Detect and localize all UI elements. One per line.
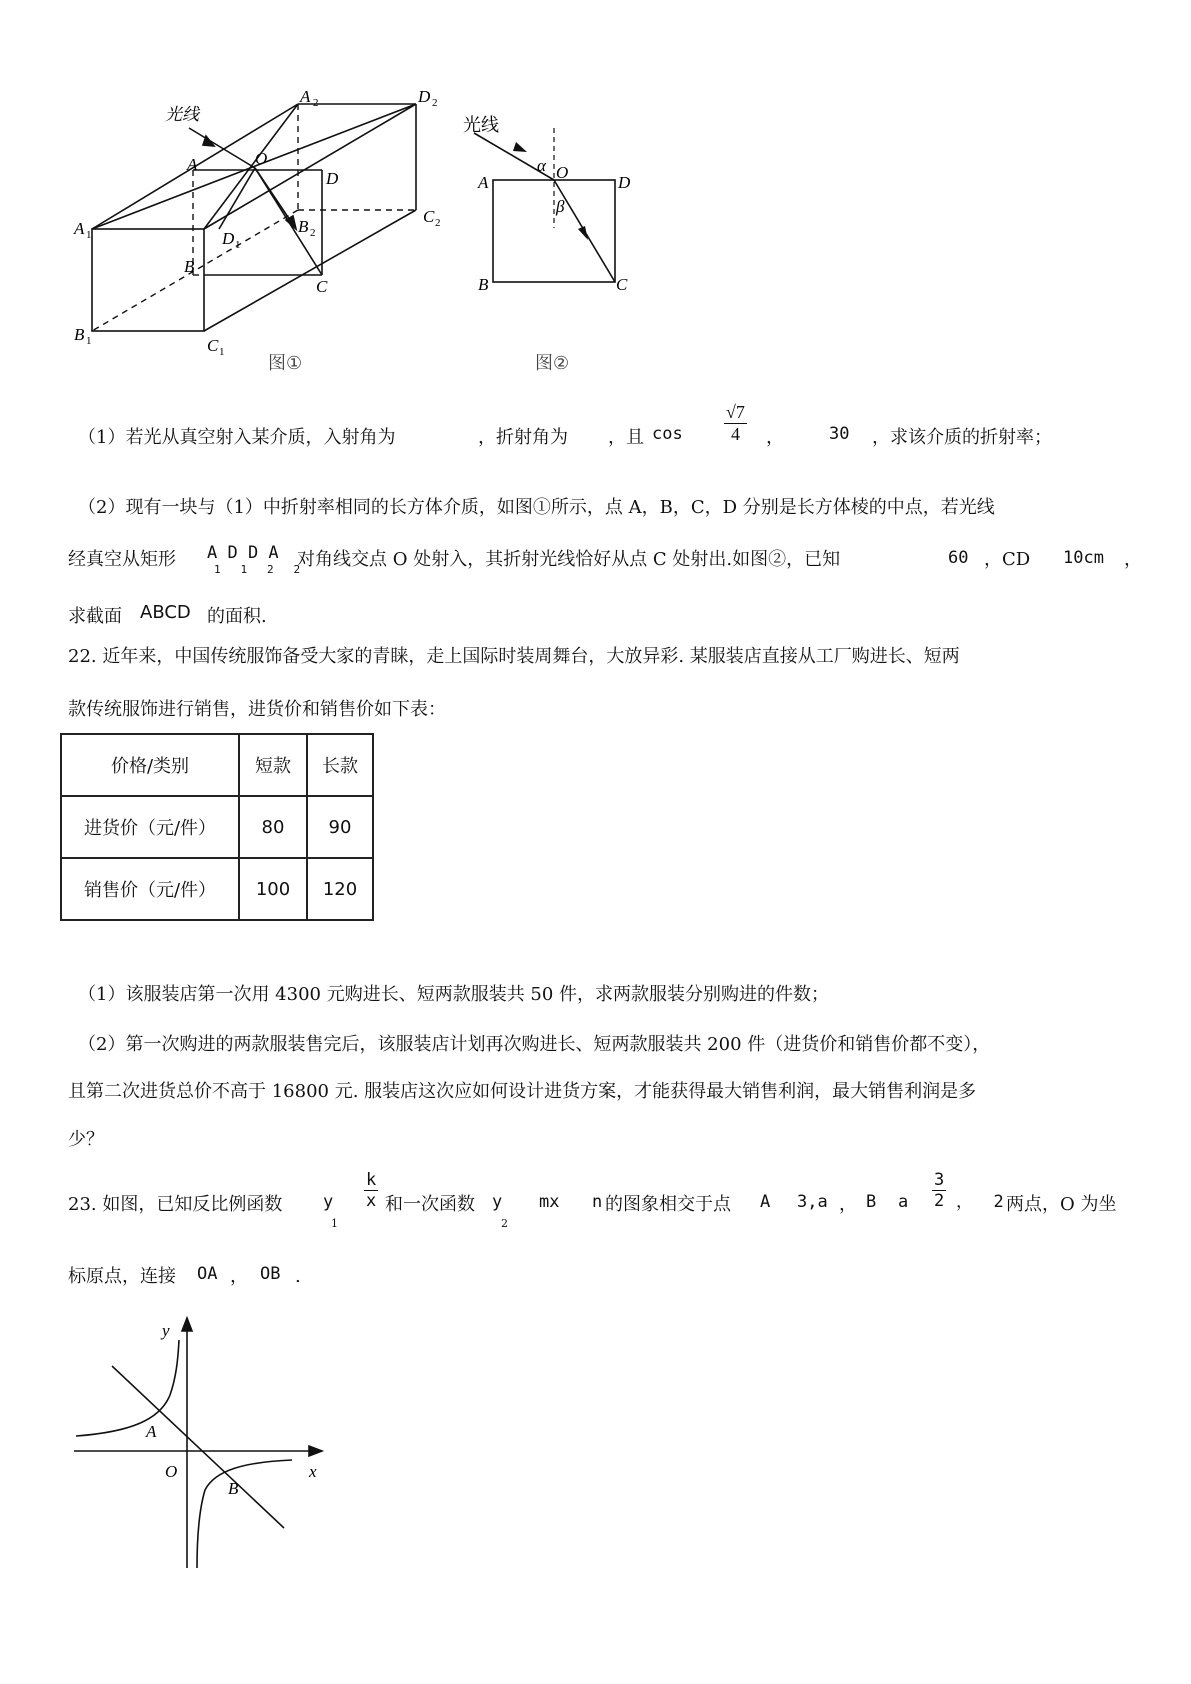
q21-p2-abcd: ABCD — [140, 602, 191, 623]
q21-p1-text3: ，且 — [608, 427, 644, 448]
q21-p1-fraction — [724, 402, 747, 445]
q23-text4: 两点，O 为坐 — [1006, 1194, 1117, 1215]
fig1-label-A2-sub: 2 — [313, 97, 319, 109]
q21-p2-10cm: 10cm — [1063, 548, 1104, 568]
fig3-x-label: x — [309, 1462, 317, 1481]
fig2-label-C: C — [616, 275, 628, 294]
fig1-label-D1: D — [222, 229, 235, 248]
fig2-label-D: D — [618, 173, 631, 192]
fig1-label-B2: B — [298, 217, 309, 236]
figure-1-cuboid — [60, 80, 460, 380]
q23-y2: y — [492, 1192, 503, 1212]
q21-p1-30: 30 — [829, 424, 850, 444]
fig3-point-A: A — [146, 1422, 157, 1441]
fig1-label-A2: A — [300, 87, 311, 106]
q21-p2-rect-subs: 1 1 2 2 — [214, 563, 301, 576]
fig1-label-C2-sub: 2 — [435, 217, 441, 229]
fig1-label-C: C — [316, 277, 328, 296]
q22-p1: （1）该服装店第一次用 4300 元购进长、短两款服装共 50 件，求两款服装分别购进的件数； — [78, 984, 830, 1005]
q21-p2-line3-text2: 的面积. — [207, 606, 267, 627]
q21-p1-fraction-num: √7 — [726, 402, 745, 422]
q23-n: n — [592, 1192, 603, 1212]
fig1-label-B: B — [184, 257, 195, 276]
q21-p1-text5: ，求该介质的折射率； — [872, 427, 1052, 448]
table-cell: 进货价（元/件） — [61, 796, 239, 858]
fig1-label-A1: A — [74, 219, 85, 238]
q23-text1: 23. 如图，已知反比例函数 — [68, 1194, 283, 1215]
q21-p2-rect: A D D A — [207, 543, 279, 563]
q23-y2-sub: 2 — [501, 1217, 508, 1230]
q23-text2: 和一次函数 — [385, 1194, 475, 1215]
table-cell: 80 — [239, 796, 307, 858]
q23-three: 3 — [934, 1170, 945, 1190]
q23-point-B: B — [866, 1192, 877, 1212]
fig1-label-D1-sub: 1 — [235, 239, 241, 251]
q21-p1-text1: （1）若光从真空射入某介质，入射角为 — [78, 427, 396, 448]
q23-line2: 标原点，连接 — [68, 1266, 176, 1287]
price-table — [60, 733, 374, 921]
fig1-label-B1: B — [74, 325, 85, 344]
figure-2-refraction — [460, 100, 640, 380]
table-cell: 120 — [307, 858, 373, 920]
fig3-origin-label: O — [165, 1462, 178, 1481]
fig1-light-label: 光线 — [165, 105, 199, 124]
fig1-label-A1-sub: 1 — [86, 229, 92, 241]
q22-p2-line1: （2）第一次购进的两款服装售完后，该服装店计划再次购进长、短两款服装共 200 件（进货价和销售价都不变）， — [78, 1034, 991, 1055]
fig1-label-D: D — [326, 169, 339, 188]
q23-sep: ， — [839, 1194, 857, 1215]
fig1-label-D2-sub: 2 — [432, 97, 438, 109]
fig2-light-label: 光线 — [463, 115, 499, 136]
q23-OA: OA — [197, 1264, 218, 1284]
q23-y1-sub: 1 — [331, 1217, 338, 1230]
fig1-label-C1-sub: 1 — [219, 346, 225, 358]
table-cell: 90 — [307, 796, 373, 858]
q21-p2-line2-text3: ，CD — [984, 549, 1031, 570]
table-header-cell: 短款 — [239, 734, 307, 796]
q21-p2-line2-text2: 对角线交点 O 处射入，其折射光线恰好从点 C 处射出.如图②，已知 — [297, 549, 841, 570]
q21-p1-text4: ， — [766, 427, 784, 448]
fig1-label-A: A — [187, 155, 198, 174]
fig1-label-C1: C — [207, 336, 219, 355]
q23-line2-end: . — [295, 1266, 301, 1287]
table-header-cell: 价格/类别 — [61, 734, 239, 796]
q22-p2-line3: 少？ — [68, 1129, 104, 1150]
q23-k: k — [366, 1170, 377, 1190]
fig3-point-B: B — [228, 1479, 239, 1498]
table-row — [61, 858, 373, 920]
q23-line2-sep: ， — [230, 1266, 248, 1287]
q23-OB: OB — [260, 1264, 281, 1284]
table-header-row — [61, 734, 373, 796]
fig2-label-A: A — [478, 173, 489, 192]
fig2-caption: 图② — [535, 353, 570, 374]
q23-a: a — [898, 1192, 909, 1212]
table-header-cell: 长款 — [307, 734, 373, 796]
q23-A-coords: 3,a — [797, 1192, 828, 1212]
q22-line1: 22. 近年来，中国传统服饰备受大家的青睐，走上国际时装周舞台，大放异彩. 某服装店直接从工厂购进长、短两 — [68, 646, 960, 667]
fig1-label-C2: C — [423, 207, 435, 226]
q21-p2-line2-text4: ， — [1124, 549, 1142, 570]
q23-two-b: ， 2 — [956, 1192, 1004, 1212]
q21-p2-60: 60 — [948, 548, 969, 568]
q23-point-A: A — [760, 1192, 771, 1212]
q21-p2-line2-text1: 经真空从矩形 — [68, 549, 176, 570]
q21-p1-text2: ，折射角为 — [478, 427, 568, 448]
fig2-label-O: O — [556, 163, 569, 182]
fig2-alpha: α — [537, 156, 546, 175]
q21-p1-cos: cos — [652, 424, 683, 444]
fig3-y-label: y — [162, 1321, 170, 1340]
fig1-label-B1-sub: 1 — [86, 335, 92, 347]
table-cell: 销售价（元/件） — [61, 858, 239, 920]
fig1-caption: 图① — [268, 353, 303, 374]
fig1-label-D2: D — [418, 87, 431, 106]
fig2-beta: β — [556, 197, 565, 216]
fig1-label-O: O — [255, 149, 268, 168]
q23-mx: mx — [539, 1192, 560, 1212]
q21-p1-fraction-den: 4 — [730, 424, 740, 444]
q23-text3: 的图象相交于点 — [605, 1194, 731, 1215]
fig1-label-B2-sub: 2 — [310, 227, 316, 239]
q23-x: x — [366, 1191, 377, 1211]
q22-line2: 款传统服饰进行销售，进货价和销售价如下表： — [68, 699, 446, 720]
fig2-label-B: B — [478, 275, 489, 294]
q23-three-halves — [932, 1170, 946, 1211]
q21-p2-line3-text1: 求截面 — [68, 606, 122, 627]
q23-two: 2 — [934, 1191, 945, 1211]
q23-y1: y — [323, 1192, 334, 1212]
q22-p2-line2: 且第二次进货总价不高于 16800 元. 服装店这次应如何设计进货方案，才能获得最大销售利润，最大销售利润是多 — [68, 1081, 977, 1102]
table-cell: 100 — [239, 858, 307, 920]
q23-k-over-x — [364, 1170, 378, 1211]
table-row — [61, 796, 373, 858]
q21-p2-line1: （2）现有一块与（1）中折射率相同的长方体介质，如图①所示，点 A，B，C，D 分别是长方体棱的中点，若光线 — [78, 497, 995, 518]
figure-3-function-graph — [60, 1310, 340, 1580]
